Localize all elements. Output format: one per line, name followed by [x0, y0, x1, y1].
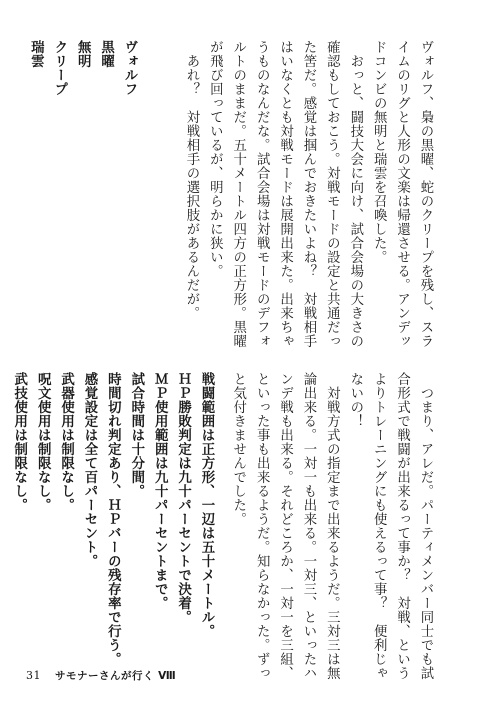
match-rules-list	[7, 372, 218, 692]
text-line: あれ？ 対戦相手の選択肢があるんだが。	[183, 40, 199, 320]
text-line: 試合時間は十分間。	[128, 372, 145, 498]
text-line: クリープ	[51, 40, 68, 96]
text-line: うものなんだな。試合会場は対戦モードのデフォ	[254, 40, 270, 348]
text-line: と気付きませんでした。	[230, 372, 246, 526]
text-line: つまり、アレだ。パーティメンバー同士でも試	[418, 372, 433, 680]
running-title: サモナーさんが行く Ⅷ	[55, 670, 177, 682]
text-line: ヴォルフ	[122, 40, 138, 96]
text-line: といった事も出来るようだ。知らなかった。ずっ	[254, 372, 270, 680]
summon-roster-list	[24, 40, 141, 190]
text-line: 呪文使用は制限なし。	[35, 372, 52, 512]
page-number: 31	[26, 669, 41, 682]
text-line: ルトのままだ。五十メートル四方の正方形。黒曜	[230, 40, 246, 348]
text-line: 論出来る。一対一も出来る。一対三、といったハ	[300, 372, 316, 680]
text-line: よりトレーニングにも使えるって事？ 便利じゃ	[371, 372, 387, 680]
text-line: 合形式で戦闘が出来るって事か？ 対戦、という	[394, 372, 410, 680]
text-line: ＭＰ使用範囲は九十パーセントまで。	[152, 372, 169, 610]
text-line: 黒曜	[98, 40, 115, 68]
text-line: 確認もしておこう。対戦モードの設定と共通だっ	[324, 40, 340, 348]
upper-text-block	[180, 40, 437, 348]
text-line: ないの！	[347, 372, 363, 428]
text-line: ンデ戦も出来る。それどころか、一対一を三組、	[277, 372, 293, 680]
lower-text-block	[226, 372, 437, 702]
text-line: 無明	[75, 40, 92, 68]
text-line: ヴォルフ、梟の黒曜、蛇のクリープを残し、スラ	[418, 40, 433, 348]
text-line: た筈だ。感覚は掴んでおきたいよね？ 対戦相手	[300, 40, 316, 348]
text-line: 瑞雲	[28, 40, 45, 68]
text-line: 武器使用は制限なし。	[58, 372, 75, 512]
text-line: イムのリグと人形の文楽は帰還させる。アンデッ	[394, 40, 410, 348]
text-line: 時間切れ判定あり、ＨＰバーの残存率で行う。	[105, 372, 122, 666]
text-line: はいなくとも対戦モードは展開出来た。出来ちゃ	[277, 40, 293, 348]
text-line: 対戦方式の指定まで出来るようだ。三対三は無	[324, 372, 340, 680]
text-line: ＨＰ勝敗判定は九十パーセントで決着。	[175, 372, 192, 624]
text-line: 武技使用は制限なし。	[11, 372, 28, 512]
text-line: おっと、闘技大会に向け、試合会場の大きさの	[347, 40, 363, 348]
text-line: ドコンビの無明と瑞雲を召喚した。	[371, 40, 387, 264]
text-line: が飛び回っているが、明らかに狭い。	[207, 40, 223, 278]
page-footer	[26, 668, 176, 683]
text-line: 感覚設定は全て百パーセント。	[81, 372, 98, 568]
text-line: 戦闘範囲は正方形、一辺は五十メートル。	[199, 372, 215, 638]
